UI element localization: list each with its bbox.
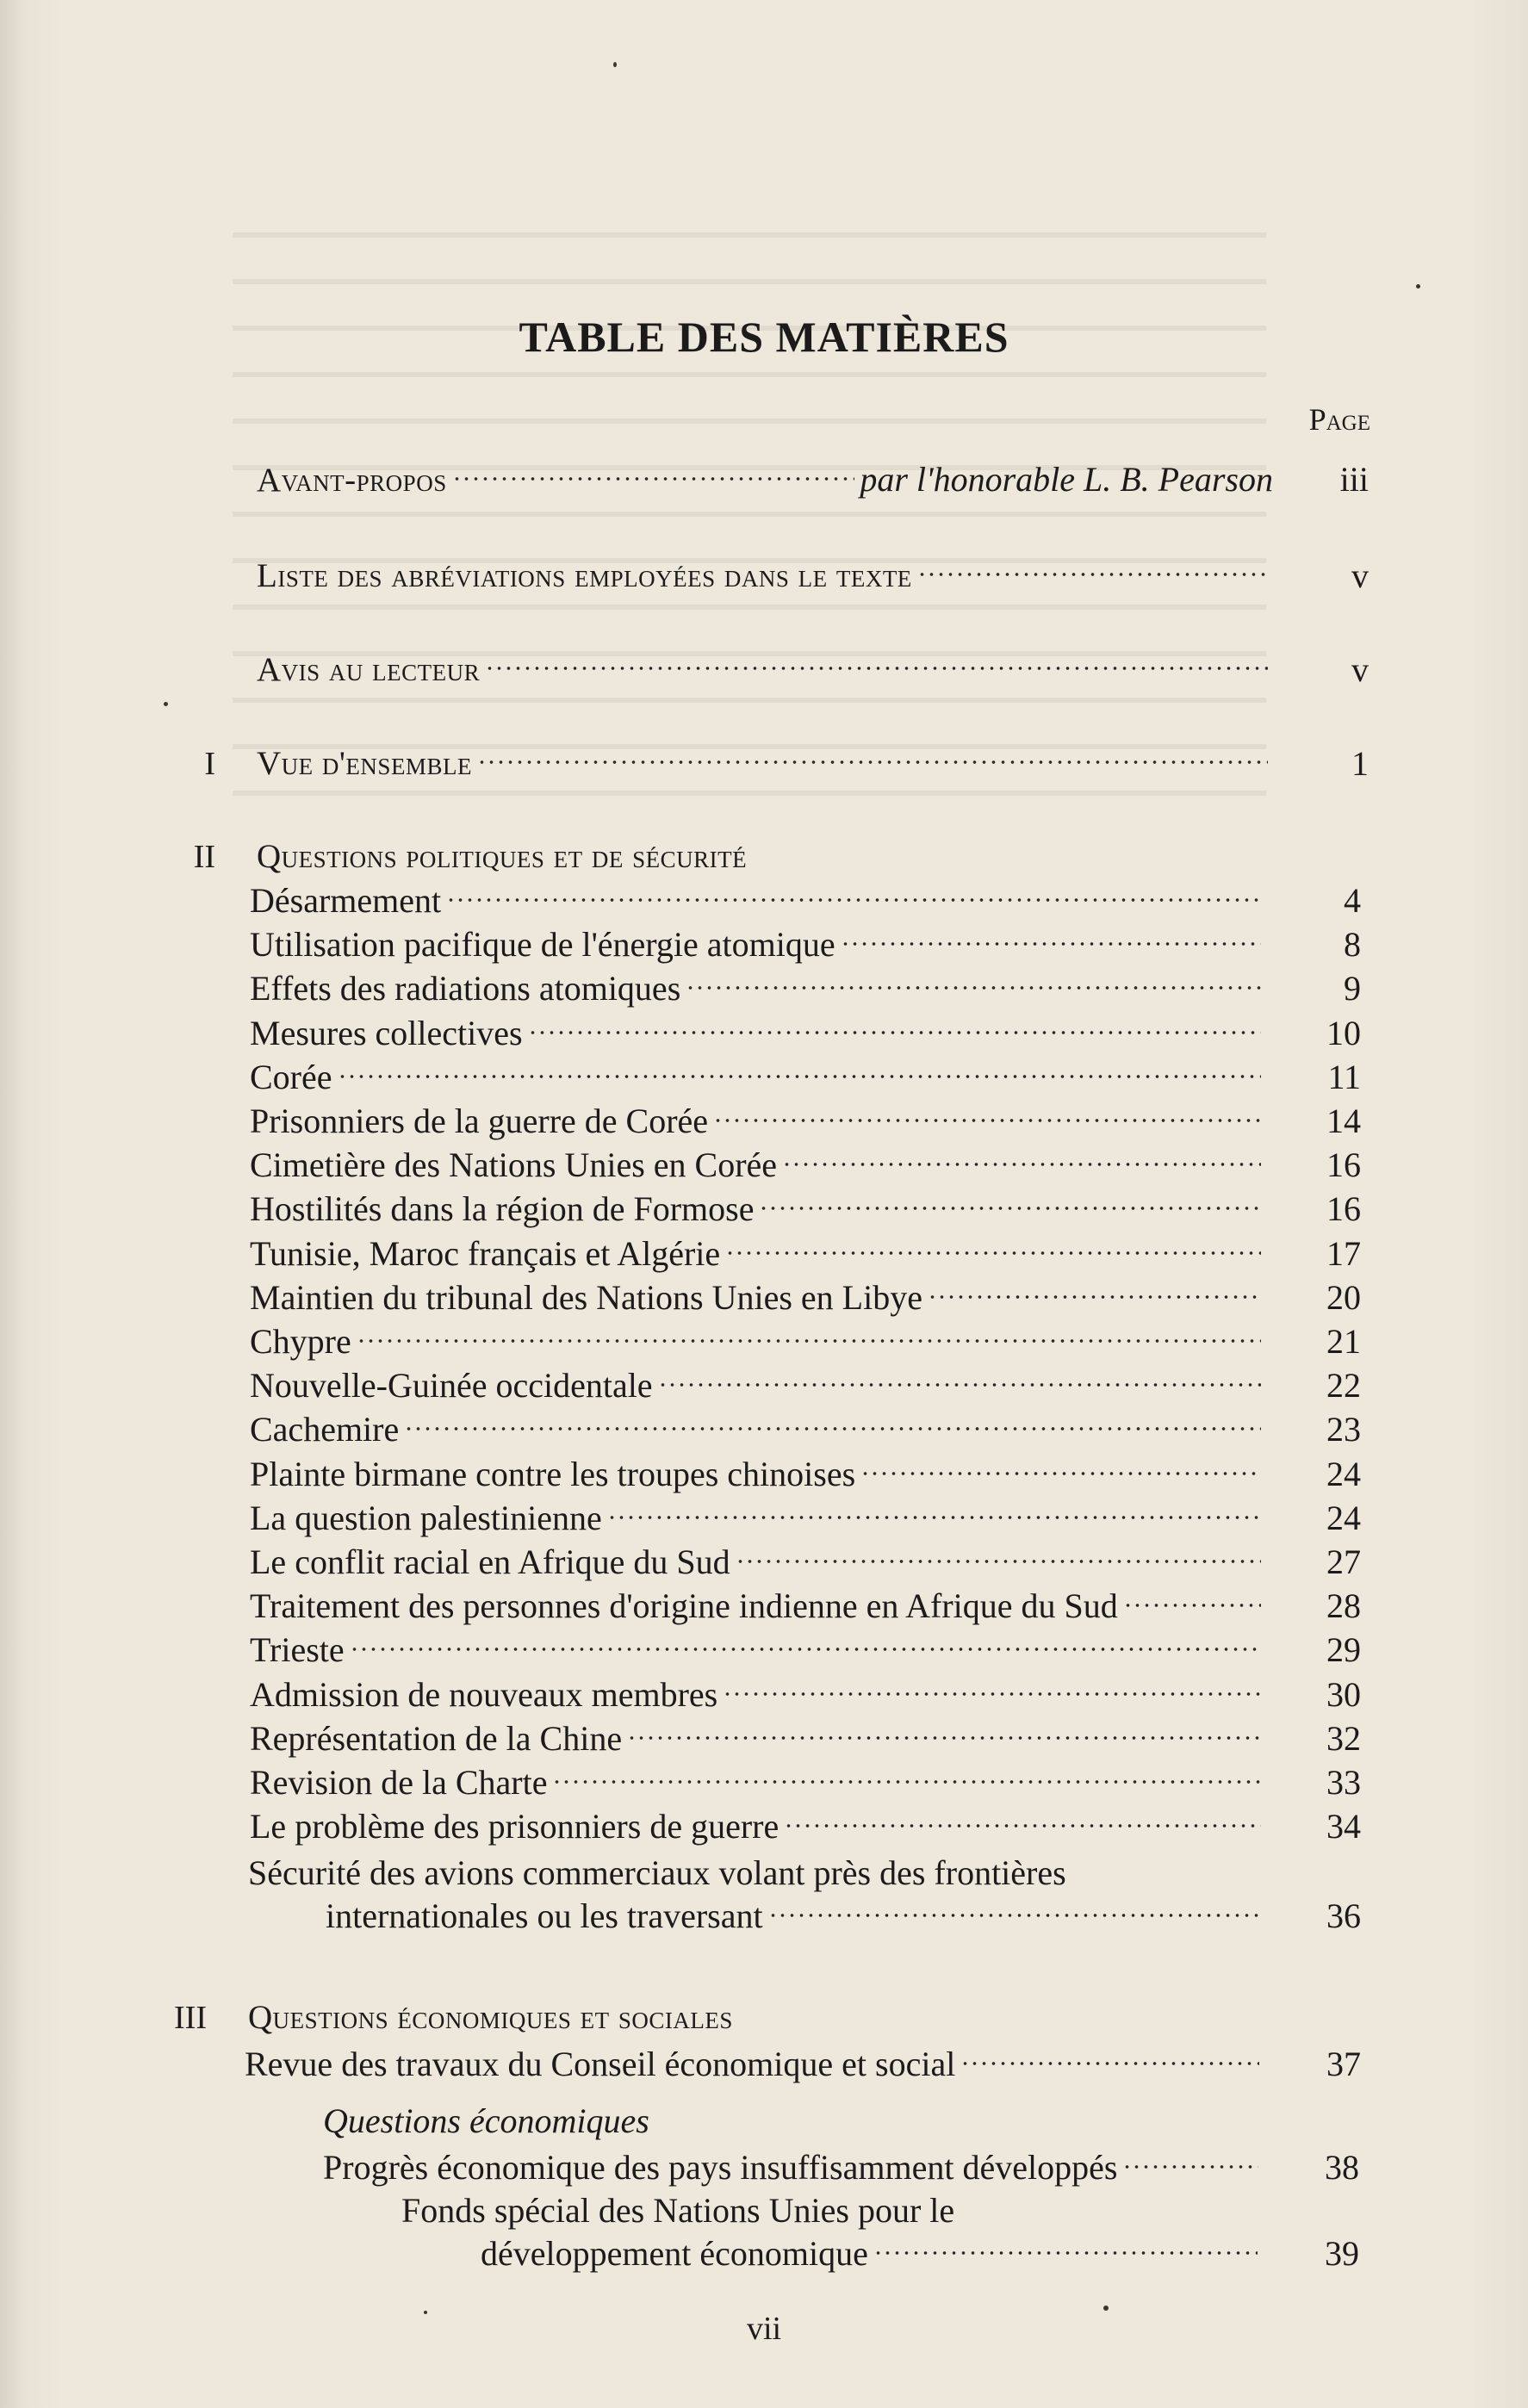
toc-row-avis [0,647,1528,693]
toc-page: 21 [1326,1322,1361,1361]
toc-row-fonds-2 [0,2231,1528,2277]
toc-label: Mesures collectives [250,1013,523,1052]
bleed-through-text [233,198,1266,818]
paper-speck [1416,284,1420,289]
toc-label: développement économique [481,2234,868,2273]
toc-page: 36 [1326,1896,1361,1935]
leader-dots [1122,2162,1258,2172]
toc-author: par l'honorable L. B. Pearson [860,460,1273,499]
toc-page: 37 [1326,2045,1361,2083]
toc-label: Représentation de la Chine [250,1718,623,1758]
toc-row [0,922,1528,968]
leader-dots [658,1380,1261,1390]
toc-row [0,878,1528,924]
toc-row-securite-avions-2 [0,1893,1528,1939]
toc-label: Sécurité des avions commerciaux volant près des frontières [248,1853,1066,1892]
paper-speck [164,702,168,706]
paper-speck [613,62,617,67]
toc-page: 30 [1326,1674,1361,1714]
toc-label: Désarmement [250,881,442,920]
toc-label: Le conflit racial en Afrique du Sud [250,1542,730,1581]
toc-row [0,1627,1528,1673]
toc-page: 20 [1326,1277,1361,1317]
toc-page: 22 [1326,1366,1361,1406]
toc-row [0,1231,1528,1277]
toc-page: 23 [1326,1410,1361,1449]
toc-row-chapter-iii [0,1995,1528,2041]
chapter-number: II [193,839,215,875]
toc-page: 28 [1326,1586,1361,1626]
toc-row-revue [0,2041,1528,2088]
toc-page: 27 [1326,1542,1361,1581]
toc-row [0,1010,1528,1057]
toc-label: La question palestinienne [250,1498,602,1537]
chapter-number: III [174,2000,207,2036]
leader-dots [782,1159,1261,1170]
leader-dots [338,1071,1261,1082]
toc-label: Cimetière des Nations Unies en Corée [250,1145,778,1185]
toc-page: iii [1339,460,1369,499]
toc-page: 11 [1327,1057,1361,1096]
toc-page: 29 [1326,1630,1361,1670]
toc-row [0,1672,1528,1718]
toc-page: 24 [1326,1454,1361,1493]
toc-label: Corée [250,1057,332,1096]
leader-dots [725,1248,1261,1258]
leader-dots [627,1733,1261,1743]
toc-label: Tunisie, Maroc français et Algérie [250,1233,721,1273]
leader-dots [350,1644,1261,1654]
leader-dots [477,757,1268,767]
toc-label: Le problème des prisonniers de guerre [250,1807,780,1846]
chapter-number: I [204,746,215,782]
toc-label: Vue d'ensemble [257,745,472,782]
toc-row [0,1716,1528,1762]
toc-row [0,1803,1528,1850]
toc-label: Revue des travaux du Conseil économique et social [245,2045,956,2083]
toc-label: Plainte birmane contre les troupes chinoises [250,1454,856,1493]
toc-row [0,1583,1528,1629]
paper-speck [1103,2306,1109,2311]
toc-row [0,1186,1528,1232]
toc-row-subhead [0,2098,1528,2144]
toc-page: 1 [1351,744,1369,783]
toc-row-securite-avions-1 [0,1850,1528,1896]
leader-dots [528,1027,1261,1038]
toc-row [0,1362,1528,1409]
toc-label: Trieste [250,1630,345,1670]
toc-row-progres [0,2144,1528,2191]
toc-page: v [1351,650,1369,689]
toc-label: Nouvelle-Guinée occidentale [250,1366,653,1406]
toc-row [0,1275,1528,1321]
toc-label: Hostilités dans la région de Formose [250,1189,755,1229]
leader-dots [713,1115,1261,1126]
leader-dots [1123,1600,1261,1611]
leader-dots [686,983,1261,993]
toc-row [0,1319,1528,1365]
toc-page: 16 [1326,1145,1361,1185]
chapter-heading: Questions économiques et sociales [248,1999,733,2036]
toc-label: Revision de la Charte [250,1763,548,1802]
leader-dots [485,663,1268,673]
toc-row-avant-propos [0,456,1528,503]
toc-page: 8 [1344,925,1361,965]
toc-page: 33 [1326,1763,1361,1802]
toc-row [0,1451,1528,1498]
toc-row-fonds-1 [0,2188,1528,2234]
leader-dots [917,569,1268,580]
toc-page: 17 [1326,1233,1361,1273]
toc-label: Prisonniers de la guerre de Corée [250,1102,709,1140]
toc-page: 24 [1326,1498,1361,1537]
leader-dots [446,895,1261,905]
toc-row [0,965,1528,1012]
toc-label: Avant-propos [257,462,447,499]
toc-label: Maintien du tribunal des Nations Unies en Libye [250,1277,922,1317]
toc-page: 32 [1326,1718,1361,1758]
leader-dots [860,1468,1261,1479]
toc-page: 4 [1344,881,1361,920]
toc-row [0,1759,1528,1806]
leader-dots [784,1821,1261,1831]
toc-row [0,1406,1528,1453]
footer-page-number: vii [746,2311,782,2347]
toc-row-abbreviations [0,553,1528,599]
leader-dots [607,1512,1261,1523]
leader-dots [404,1424,1261,1434]
toc-label: Liste des abréviations employées dans le texte [257,557,912,594]
toc-label: Progrès économique des pays insuffisamment développés [323,2148,1118,2187]
toc-row [0,1054,1528,1101]
toc-row [0,1098,1528,1145]
leader-dots [768,1910,1259,1921]
toc-label: Admission de nouveaux membres [250,1674,718,1714]
toc-label: Chypre [250,1322,351,1361]
leader-dots [960,2058,1259,2069]
toc-page: 14 [1326,1102,1361,1140]
toc-row-chapter-ii [0,834,1528,880]
toc-page: v [1351,556,1369,595]
leader-dots [723,1689,1261,1699]
toc-row [0,1495,1528,1542]
toc-label: internationales ou les traversant [326,1896,763,1935]
leader-dots [552,1777,1261,1787]
leader-dots [841,939,1261,949]
toc-label: Effets des radiations atomiques [250,969,681,1009]
toc-page: 16 [1326,1189,1361,1229]
toc-page: 34 [1326,1807,1361,1846]
toc-row [0,1539,1528,1586]
leader-dots [452,474,855,484]
toc-page: 10 [1326,1013,1361,1052]
toc-label: Traitement des personnes d'origine indienne en Afrique du Sud [250,1586,1118,1626]
leader-dots [873,2248,1258,2258]
section-subheading: Questions économiques [323,2101,649,2140]
page-title: TABLE DES MATIÈRES [519,313,1009,361]
chapter-heading: Questions politiques et de sécurité [257,838,748,875]
toc-label: Cachemire [250,1410,400,1449]
toc-row-chapter-i [0,741,1528,787]
toc-label: Utilisation pacifique de l'énergie atomique [250,925,835,965]
leader-dots [928,1292,1261,1302]
leader-dots [759,1203,1261,1213]
toc-page: 9 [1344,969,1361,1009]
toc-row [0,1142,1528,1188]
paper-speck [424,2311,427,2314]
toc-page: 38 [1325,2148,1359,2187]
leader-dots [736,1556,1261,1567]
leader-dots [357,1336,1261,1346]
toc-page: 39 [1325,2234,1359,2273]
toc-label: Fonds spécial des Nations Unies pour le [401,2191,955,2230]
toc-label: Avis au lecteur [257,651,481,688]
page-column-header: Page [1308,402,1370,437]
